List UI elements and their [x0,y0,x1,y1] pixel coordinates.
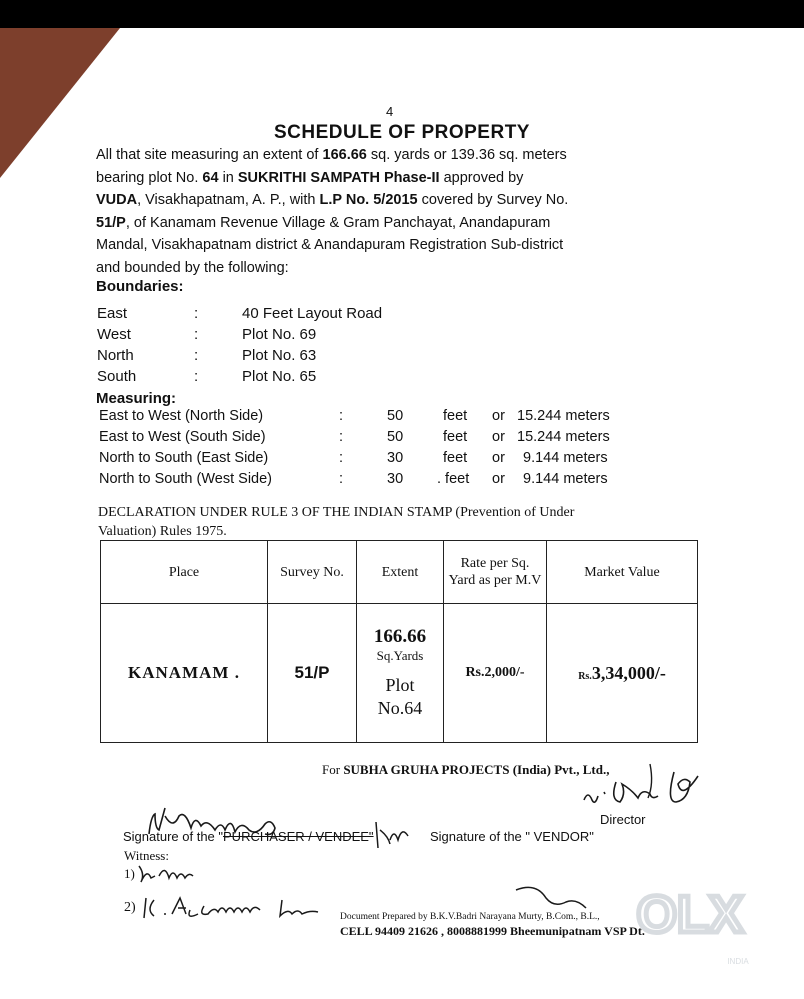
intro-line-1: All that site measuring an extent of 166.66 sq. yards or 139.36 sq. meters [96,147,567,163]
olx-watermark-logo: OLX [636,886,744,944]
table-header-row [101,541,698,604]
valuation-table [100,540,698,743]
header-survey-no: Survey No. [268,541,357,604]
witness-1-number: 1) [124,866,135,881]
mv-prefix: Rs. [578,670,592,682]
intro-line-5: Mandal, Visakhapatnam district & Anandapuram Registration Sub-district [96,237,564,253]
cell-survey-no: 51/P [268,604,357,743]
intro-line-4: 51/P, of Kanamam Revenue Village & Gram Panchayat, Anandapuram [96,214,551,231]
purchaser-initials [372,820,412,850]
intro-line-3: VUDA, Visakhapatnam, A. P., with L.P No. 5/2015 covered by Survey No. [96,192,569,208]
measuring-heading: Measuring: [96,390,177,407]
director-label: Director [600,812,646,827]
top-black-bar [0,0,804,28]
property-description [96,144,686,279]
witness-2-signature [142,894,332,922]
witness-1-signature [137,862,197,886]
page-number: 4 [386,104,394,119]
declaration-line-2: Valuation) Rules 1975. [98,524,227,539]
document-prepared-by: Document Prepared by B.K.V.Badri Narayana Murty, B.Com., B.L., [340,912,600,922]
intro-line-2: bearing plot No. 64 in SUKRITHI SAMPATH Phase-II approved by [96,169,524,186]
olx-watermark-country: INDIA [727,957,749,966]
cell-extent [357,604,444,743]
header-place: Place [101,541,268,604]
header-extent: Extent [357,541,444,604]
purchaser-signature-label: Signature of the "PURCHASER / VENDEE" [123,829,374,844]
header-market-value: Market Value [547,541,698,604]
mv-amount: 3,34,000/- [591,662,666,683]
extent-plot-no: No.64 [377,698,423,718]
intro-line-6: and bounded by the following: [96,259,289,276]
extent-value: 166.66 [373,626,427,647]
vendor-signature-label: Signature of the " VENDOR" [430,829,594,844]
olx-watermark [616,876,766,966]
cell-rate: Rs.2,000/- [444,604,547,743]
extent-plot: Plot [385,675,415,695]
declaration-line-1: DECLARATION UNDER RULE 3 OF THE INDIAN STAMP (Prevention of Under [98,505,575,520]
header-rate: Rate per Sq. Yard as per M.V [444,541,547,604]
witness-heading: Witness: [124,848,169,863]
declaration [98,503,688,541]
director-signature [576,762,726,822]
extent-unit: Sq.Yards [376,648,424,663]
page-title: SCHEDULE OF PROPERTY [274,122,530,143]
witness-2-number: 2) [124,900,136,915]
contact-line: CELL 94409 21626 , 8008881999 Bheemunipatnam VSP Dt. [340,924,645,938]
cell-place: KANAMAM . [101,604,268,743]
boundaries-heading: Boundaries: [96,278,184,295]
company-line: For SUBHA GRUHA PROJECTS (India) Pvt., Ltd., [322,762,610,777]
cell-market-value [547,604,698,743]
table-row [101,604,698,743]
